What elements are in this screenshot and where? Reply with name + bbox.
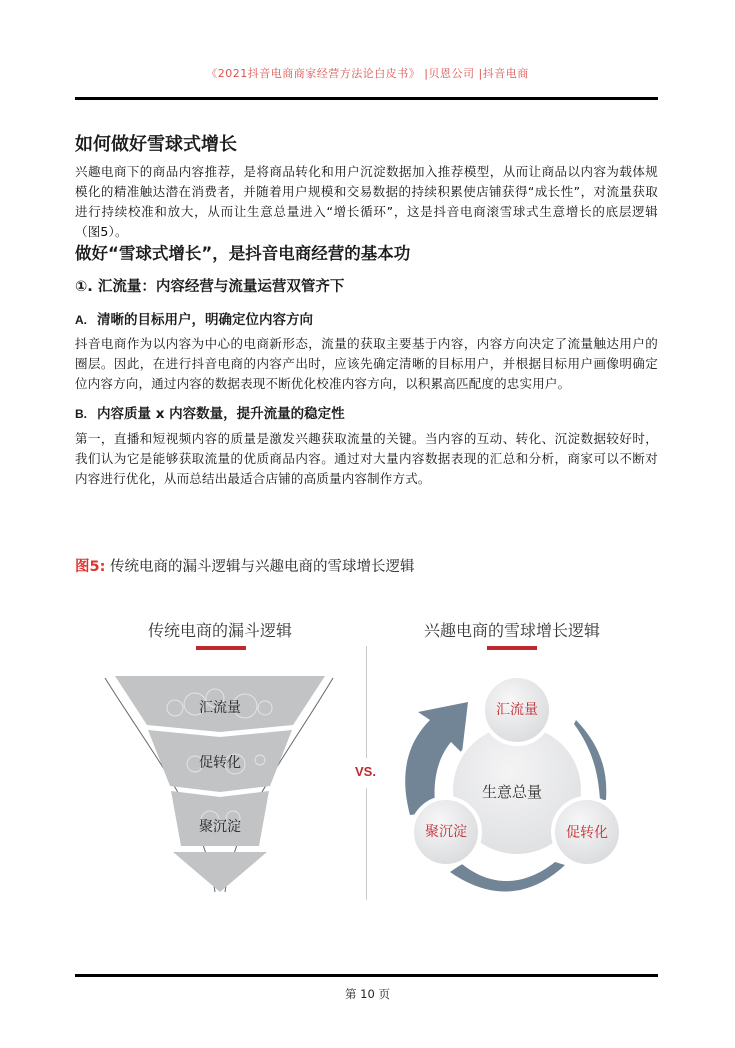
item-a-heading (75, 308, 313, 328)
footer-rule (75, 974, 658, 977)
funnel-stage-1: 汇流量 (199, 700, 241, 716)
funnel-title: 传统电商的漏斗逻辑 (147, 621, 292, 640)
item-a-body: 抖音电商作为以内容为中心的电商新形态，流量的获取主要基于内容，内容方向决定了流量触达用户的圈层。因此，在进行抖音电商的内容产出时，应该先确定清晰的目标用户，并根据目标用户画像明确定位内容方向，通过内容的数据表现不断优化校准内容方向，以积累高匹配度的忠实用户。 (75, 336, 658, 391)
figure-label: 图5: (75, 559, 106, 575)
point1-title: ①. 汇流量：内容经营与流量运营双管齐下 (75, 279, 345, 295)
figure-caption-text: 传统电商的漏斗逻辑与兴趣电商的雪球增长逻辑 (110, 559, 415, 575)
item-a-letter: A. (75, 313, 87, 327)
running-header: 《2021抖音电商商家经营方法论白皮书》 |贝恩公司 |抖音电商 (206, 67, 529, 80)
snowball-node-left: 聚沉淀 (425, 824, 467, 840)
subtitle: 做好“雪球式增长”，是抖音电商经营的基本功 (75, 244, 411, 263)
funnel-stage-2: 促转化 (199, 755, 241, 771)
snowball-node-top: 汇流量 (496, 702, 538, 718)
vs-label: VS. (355, 764, 376, 779)
funnel-stage-3: 聚沉淀 (199, 819, 241, 835)
intro-paragraph: 兴趣电商下的商品内容推荐，是将商品转化和用户沉淀数据加入推荐模型，从而让商品以内容为载体规模化的精准触达潜在消费者，并随着用户规模和交易数据的持续积累使店铺获得“成长性”，对流量获取进行持续校准和放大，从而让生意总量进入“增长循环”，这是抖音电商滚雪球式生意增长的底层逻辑（图5）。 (75, 164, 658, 239)
item-b-letter: B. (75, 407, 87, 421)
snowball-title: 兴趣电商的雪球增长逻辑 (423, 621, 600, 640)
funnel-title-underline (196, 646, 246, 650)
item-a-title: 清晰的目标用户，明确定位内容方向 (97, 312, 313, 328)
header-rule (75, 97, 658, 100)
vs-divider-top (366, 646, 367, 758)
snowball-node-right: 促转化 (566, 825, 608, 841)
figure-caption (75, 555, 415, 576)
item-b-title: 内容质量 x 内容数量，提升流量的稳定性 (97, 406, 345, 422)
snowball-center-label: 生意总量 (481, 783, 542, 801)
page-number: 第 10 页 (345, 987, 390, 1001)
snowball-graphic (380, 650, 630, 900)
vs-divider-bottom (366, 788, 367, 900)
item-b-heading (75, 402, 345, 422)
item-b-body: 第一，直播和短视频内容的质量是激发兴趣获取流量的关键。当内容的互动、转化、沉淀数据较好时，我们认为它是能够获取流量的优质商品内容。通过对大量内容数据表现的汇总和分析，商家可以不断对内容进行优化，从而总结出最适合店铺的高质量内容制作方式。 (75, 431, 658, 486)
section-title: 如何做好雪球式增长 (75, 134, 237, 155)
